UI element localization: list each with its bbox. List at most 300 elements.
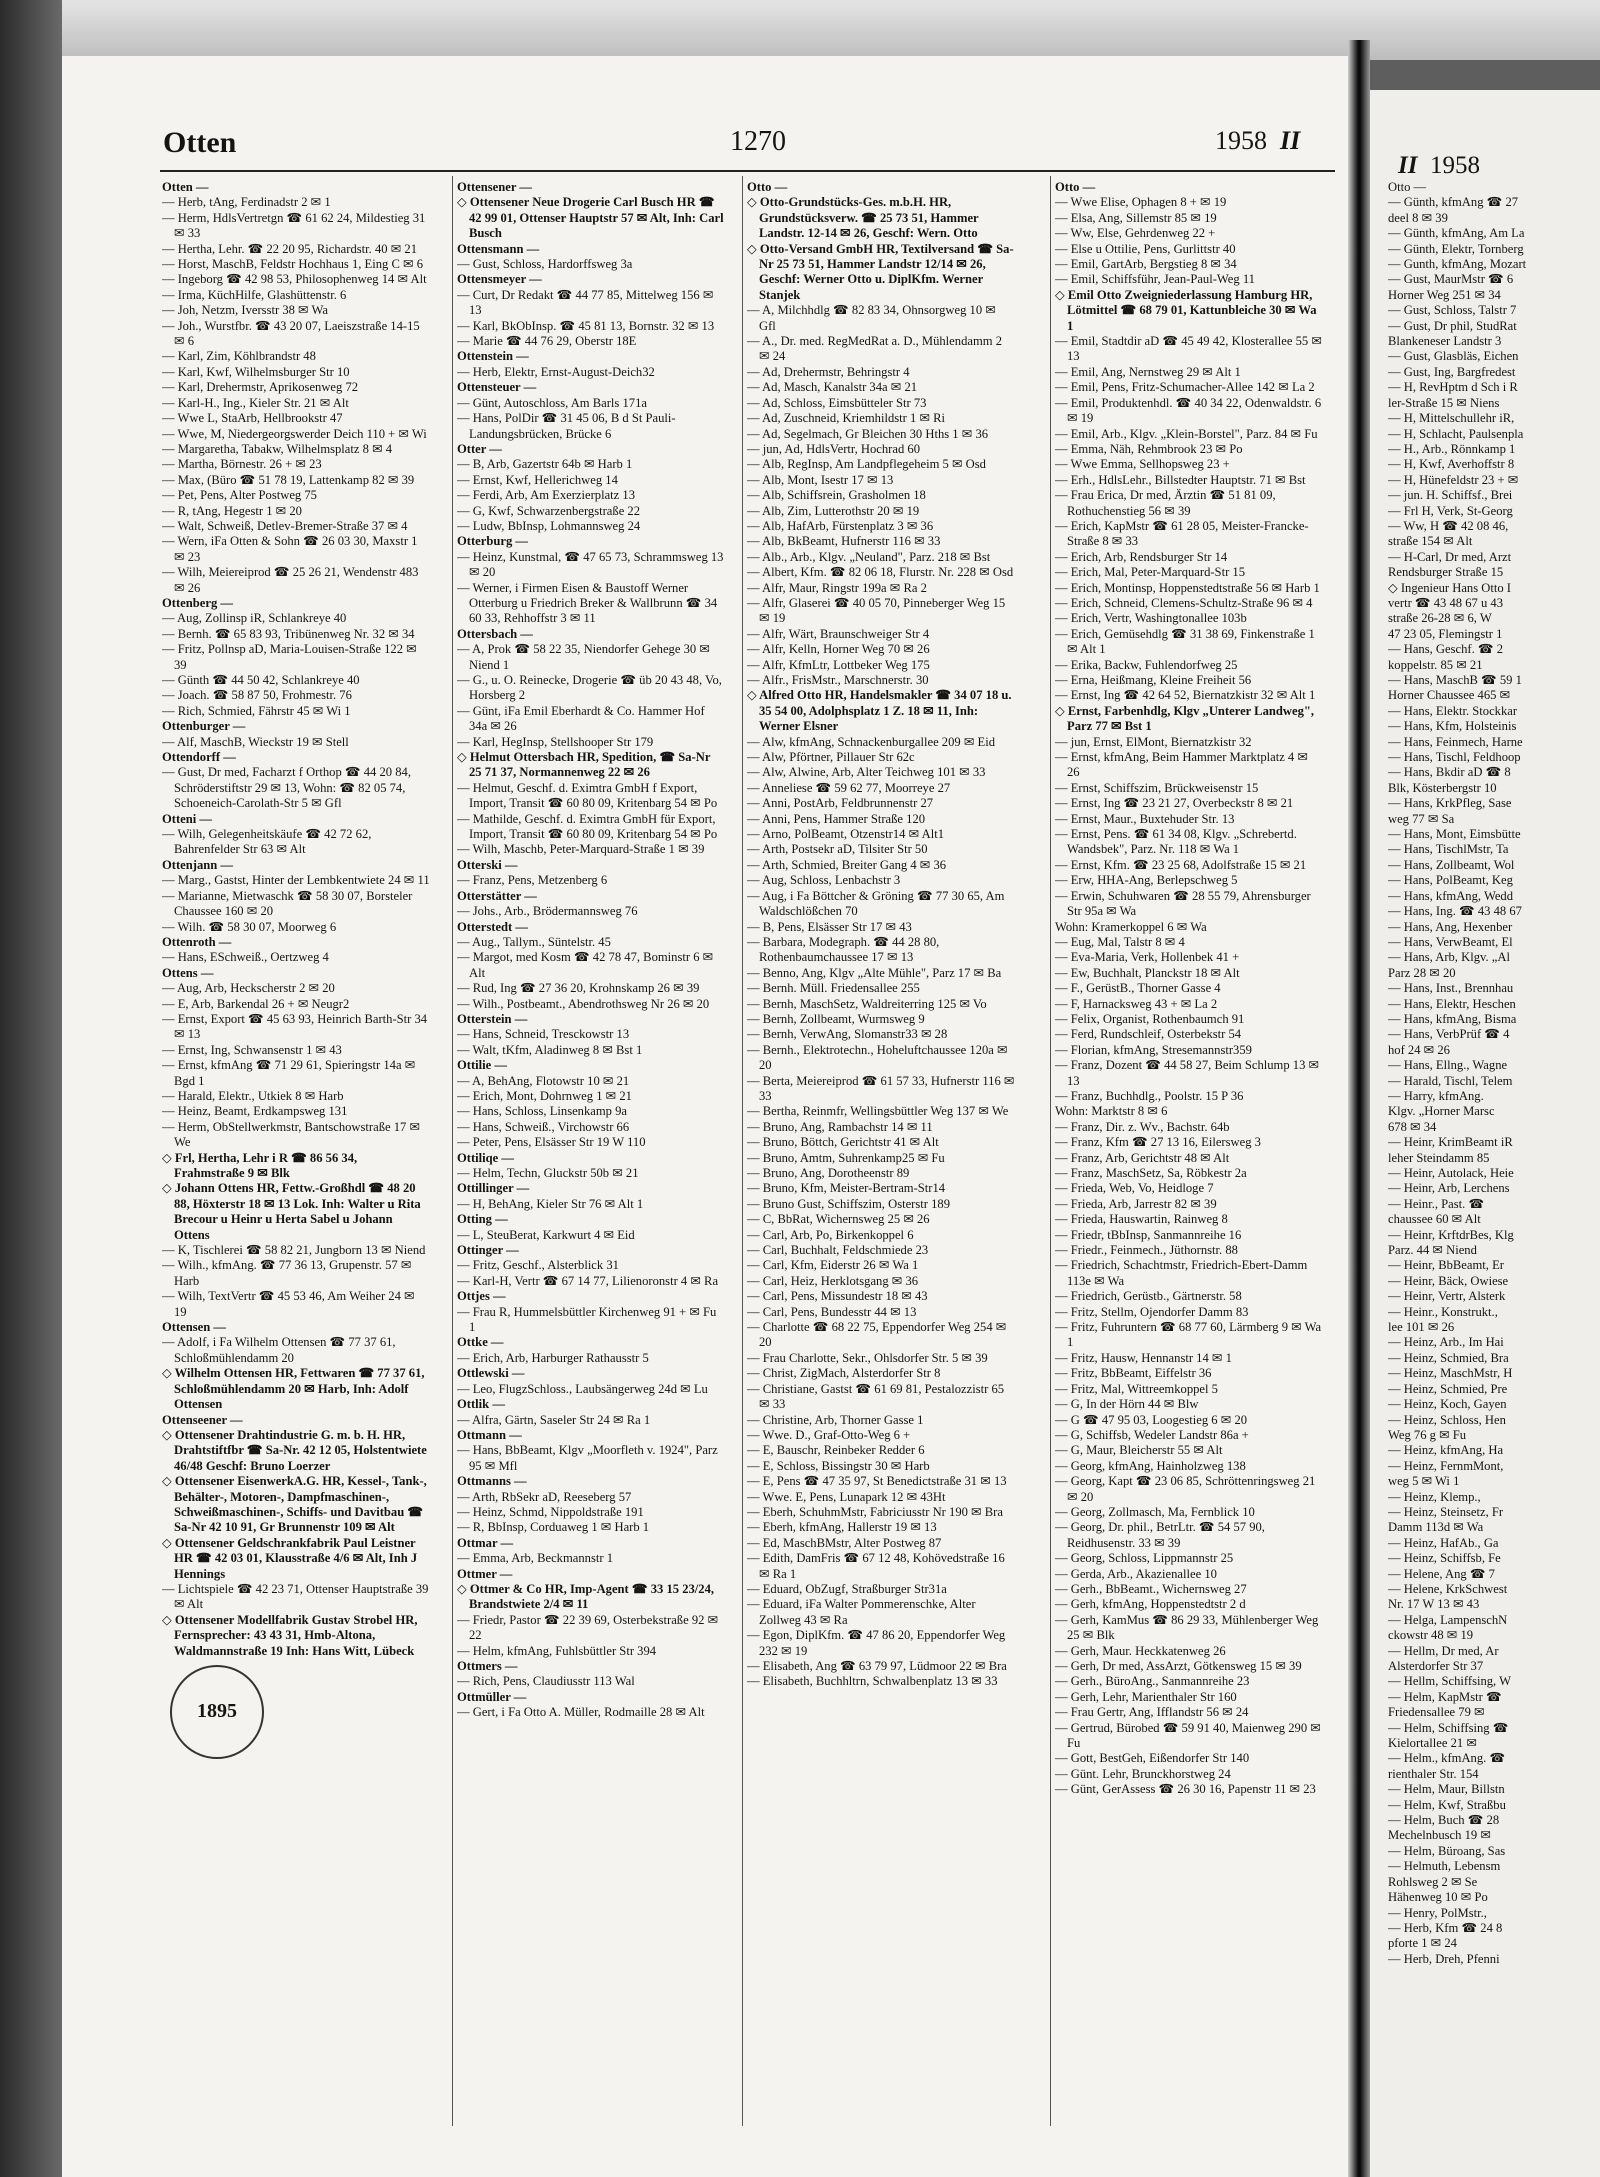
running-head-name: Otten bbox=[163, 126, 237, 159]
directory-entry: — Wilh, TextVertr ☎ 45 53 46, Am Weiher 24 ✉ 19 bbox=[162, 1289, 415, 1319]
directory-entry: — Felix, Organist, Rothenbaumch 91 bbox=[1055, 1011, 1245, 1026]
directory-entry: — Marianne, Mietwaschk ☎ 58 30 07, Borsteler Chaussee 160 ✉ 20 bbox=[162, 888, 413, 919]
facing-page-entry: — Heinr, KrimBeamt iR bbox=[1388, 1135, 1513, 1150]
directory-entry: — K, Tischlerei ☎ 58 82 21, Jungborn 13 ✉ Niend bbox=[162, 1243, 426, 1258]
directory-entry: — Bernh, MaschSetz, Waldreiterring 125 ✉ Vo bbox=[747, 996, 987, 1011]
directory-entry: — F., GerüstB., Thorner Gasse 4 bbox=[1055, 981, 1221, 996]
facing-page-entry: ler-Straße 15 ✉ Niens bbox=[1388, 395, 1500, 410]
directory-entry: — R, BbInsp, Corduaweg 1 ✉ Harb 1 bbox=[457, 1520, 650, 1535]
directory-entry: — Walt, Schweiß, Detlev-Bremer-Straße 37 ✉ 4 bbox=[162, 518, 408, 533]
directory-entry: — Hans, Schloss, Linsenkamp 9a bbox=[457, 1104, 627, 1119]
directory-entry: Ottenroth — bbox=[162, 934, 232, 949]
directory-entry: — Gerh, Maur. Heckkatenweg 26 bbox=[1055, 1643, 1226, 1658]
facing-page-entry: — Harry, kfmAng. bbox=[1388, 1088, 1484, 1103]
directory-entry: — Fritz, Hausw, Hennanstr 14 ✉ 1 bbox=[1055, 1350, 1232, 1365]
directory-entry: — R, tAng, Hegestr 1 ✉ 20 bbox=[162, 503, 302, 518]
directory-entry: — Hans, BbBeamt, Klgv „Moorfleth v. 1924", Parz 95 ✉ Mfl bbox=[457, 1443, 718, 1473]
facing-page-entry: Friedensallee 79 ✉ bbox=[1388, 1705, 1485, 1720]
directory-entry: Otto — bbox=[747, 180, 788, 194]
directory-entry: — Ernst, Schiffszim, Brückweisenstr 15 bbox=[1055, 780, 1259, 795]
directory-entry: — E, Schloss, Bissingstr 30 ✉ Harb bbox=[747, 1458, 930, 1473]
directory-entry: — Carl, Kfm, Eiderstr 26 ✉ Wa 1 bbox=[747, 1258, 919, 1273]
facing-page-entry: — Helm, Buch ☎ 28 bbox=[1388, 1813, 1500, 1828]
directory-entry: — Albert, Kfm. ☎ 82 06 18, Flurstr. Nr. 228 ✉ Osd bbox=[747, 565, 1014, 580]
directory-entry: Ottenseener — bbox=[162, 1412, 243, 1427]
directory-entry: — Emil, Ang, Nernstweg 29 ✉ Alt 1 bbox=[1055, 364, 1241, 379]
directory-entry: — Curt, Dr Redakt ☎ 44 77 85, Mittelweg 156 ✉ 13 bbox=[457, 287, 714, 318]
directory-entry: — Wwe. D., Graf-Otto-Weg 6 + bbox=[747, 1427, 911, 1442]
directory-entry: — Carl, Heiz, Herklotsgang ✉ 36 bbox=[747, 1273, 919, 1288]
directory-entry: — Gust, Dr med, Facharzt f Orthop ☎ 44 20 84, Schröderstiftstr 29 ✉ 13, Wohn: ☎ 82 05 74, Schoeneich-Carolath-Str 5 ✉ Gfl bbox=[162, 765, 411, 811]
directory-entry: — Charlotte ☎ 68 22 75, Eppendorfer Weg 254 ✉ 20 bbox=[747, 1320, 1007, 1350]
facing-page-entry: — Hans, Tischl, Feldhoop bbox=[1388, 750, 1521, 765]
directory-entry: — Karl-H., Ing., Kieler Str. 21 ✉ Alt bbox=[162, 395, 349, 410]
directory-entry: Wohn: Marktstr 8 ✉ 6 bbox=[1055, 1104, 1168, 1119]
directory-entry: — Eva-Maria, Verk, Hollenbek 41 + bbox=[1055, 950, 1240, 965]
facing-page-entry: — Hans, PolBeamt, Keg bbox=[1388, 873, 1513, 888]
directory-entry: — Ww, Else, Gehrdenweg 22 + bbox=[1055, 226, 1216, 241]
directory-entry: — Erich, Montinsp, Hoppenstedtstraße 56 ✉ Harb 1 bbox=[1055, 580, 1320, 595]
directory-entry: Ottmanns — bbox=[457, 1474, 527, 1489]
directory-entry: — Bernh, VerwAng, Slomanstr33 ✉ 28 bbox=[747, 1027, 948, 1042]
directory-entry: — Bertha, Reinmfr, Wellingsbüttler Weg 137 ✉ We bbox=[747, 1104, 1009, 1119]
header-rule bbox=[160, 170, 1335, 172]
directory-entry: Ottensen — bbox=[162, 1320, 227, 1335]
facing-page-entry: — Hans, KrkPfleg, Sase bbox=[1388, 796, 1512, 811]
directory-entry: Ottmers — bbox=[457, 1659, 518, 1673]
directory-entry: — Bernh., Elektrotechn., Hoheluftchaussee 120a ✉ 20 bbox=[747, 1042, 1008, 1073]
facing-page-entry: ◇ Ingenieur Hans Otto I bbox=[1388, 580, 1511, 595]
directory-entry: — Ferd, Rundschleif, Osterbekstr 54 bbox=[1055, 1027, 1242, 1042]
directory-entry: — Erich, Vertr, Washingtonallee 103b bbox=[1055, 611, 1247, 626]
facing-page-entry: Horner Chaussee 465 ✉ bbox=[1388, 688, 1511, 703]
facing-page-entry: — Heinz, FernmMont, bbox=[1388, 1458, 1504, 1473]
directory-entry: — Christine, Arb, Thorner Gasse 1 bbox=[747, 1412, 924, 1427]
facing-page-entry: — Helm, KapMstr ☎ bbox=[1388, 1689, 1502, 1704]
directory-entry: — A, Milchhdlg ☎ 82 83 34, Ohnsorgweg 10 ✉ Gfl bbox=[747, 303, 996, 333]
directory-entry: — Ernst, Ing ☎ 23 21 27, Overbeckstr 8 ✉ 21 bbox=[1055, 796, 1294, 811]
facing-page-entry: Parz. 44 ✉ Niend bbox=[1388, 1243, 1477, 1258]
facing-page-entry: — Helm, Maur, Billstn bbox=[1388, 1782, 1505, 1797]
directory-entry: — Frieda, Web, Vo, Heidloge 7 bbox=[1055, 1181, 1214, 1196]
directory-entry: ◇ Alfred Otto HR, Handelsmakler ☎ 34 07 18 u. 35 54 00, Adolphsplatz 1 Z. 18 ✉ 11, Inh: Werner Elsner bbox=[747, 688, 1012, 734]
running-head-year bbox=[1215, 126, 1300, 156]
directory-entry: — Ernst, kfmAng ☎ 71 29 61, Spieringstr 14a ✉ Bgd 1 bbox=[162, 1058, 416, 1088]
directory-entry: Ottensmeyer — bbox=[457, 272, 542, 287]
directory-entry: — Emil, Pens, Fritz-Schumacher-Allee 142 ✉ La 2 bbox=[1055, 380, 1315, 395]
directory-entry: — Rich, Schmied, Fährstr 45 ✉ Wi 1 bbox=[162, 703, 351, 718]
facing-page-entry: Parz 28 ✉ 20 bbox=[1388, 965, 1456, 980]
facing-page-entry: — jun. H. Schiffsf., Brei bbox=[1388, 488, 1513, 503]
facing-page-entry: rienthaler Str. 154 bbox=[1388, 1766, 1479, 1781]
facing-page-entry: — Hans, VerwBeamt, El bbox=[1388, 934, 1513, 949]
facing-page-entry: straße 26-28 ✉ 6, W bbox=[1388, 611, 1492, 626]
directory-entry: — Herm, ObStellwerkmstr, Bantschowstraße 17 ✉ We bbox=[162, 1119, 421, 1150]
facing-page-entry: — H-Carl, Dr med, Arzt bbox=[1388, 549, 1512, 564]
facing-page-entry: — Heinz, Schiffsb, Fe bbox=[1388, 1551, 1501, 1566]
directory-column-1 bbox=[162, 180, 430, 2130]
directory-entry: — Fritz, Fuhruntern ☎ 68 77 60, Lärmberg 9 ✉ Wa 1 bbox=[1055, 1320, 1322, 1350]
directory-entry: — G, Schiffsb, Wedeler Landstr 86a + bbox=[1055, 1427, 1249, 1442]
facing-page-entry: — Heinr., Past. ☎ bbox=[1388, 1196, 1485, 1211]
facing-page-entry: — Gust, Glasbläs, Eichen bbox=[1388, 349, 1519, 364]
directory-entry: — Franz, Dozent ☎ 44 58 27, Beim Schlump 13 ✉ 13 bbox=[1055, 1058, 1320, 1088]
directory-entry: Ottenburger — bbox=[162, 719, 246, 734]
directory-entry: Ottenstein — bbox=[457, 349, 529, 364]
directory-entry: — Emma, Arb, Beckmannstr 1 bbox=[457, 1551, 613, 1566]
directory-entry: — C, BbRat, Wichernsweg 25 ✉ 26 bbox=[747, 1212, 930, 1227]
facing-page-entry: — Hans, Geschf. ☎ 2 bbox=[1388, 642, 1504, 657]
directory-entry: — Franz, Pens, Metzenberg 6 bbox=[457, 873, 608, 888]
directory-entry: — Johs., Arb., Brödermannsweg 76 bbox=[457, 904, 638, 919]
directory-entry: — Christ, ZigMach, Alsterdorfer Str 8 bbox=[747, 1366, 941, 1381]
directory-entry: — Georg, kfmAng, Hainholzweg 138 bbox=[1055, 1458, 1246, 1473]
book-gutter bbox=[1348, 40, 1370, 2177]
facing-page-entry: Horner Weg 251 ✉ 34 bbox=[1388, 287, 1501, 302]
directory-entry: — Frau Gertr, Ang, Ifflandstr 56 ✉ 24 bbox=[1055, 1705, 1249, 1720]
directory-entry: — Ad, Schloss, Eimsbütteler Str 73 bbox=[747, 395, 927, 410]
directory-column-4 bbox=[1055, 180, 1323, 2130]
directory-entry: — Erh., HdlsLehr., Billstedter Hauptstr. 71 ✉ Bst bbox=[1055, 472, 1306, 487]
directory-entry: — Friedr., Feinmech., Jüthornstr. 88 bbox=[1055, 1243, 1238, 1258]
directory-entry: Otterstedt — bbox=[457, 919, 528, 934]
facing-page-entry: deel 8 ✉ 39 bbox=[1388, 210, 1448, 225]
directory-entry: — Alfr, Kelln, Horner Weg 70 ✉ 26 bbox=[747, 642, 930, 657]
directory-entry: — Gerh, Lehr, Marienthaler Str 160 bbox=[1055, 1689, 1237, 1704]
directory-entry: — Gerh, kfmAng, Hoppenstedtstr 2 d bbox=[1055, 1597, 1246, 1612]
directory-entry: ◇ Ernst, Farbenhdlg, Klgv „Unterer Landweg", Parz 77 ✉ Bst 1 bbox=[1055, 703, 1315, 734]
directory-entry: — Bruno Gust, Schiffszim, Osterstr 189 bbox=[747, 1196, 951, 1211]
directory-entry: — Joh., Wurstfbr. ☎ 43 20 07, Laeiszstraße 14-15 ✉ 6 bbox=[162, 318, 420, 349]
directory-entry: — Elisabeth, Ang ☎ 63 79 97, Lüdmoor 22 ✉ Bra bbox=[747, 1659, 1007, 1673]
directory-entry: — Ew, Buchhalt, Planckstr 18 ✉ Alt bbox=[1055, 965, 1240, 980]
directory-entry: ◇ Emil Otto Zweigniederlassung Hamburg HR, Lötmittel ☎ 68 79 01, Kattunbleiche 30 ✉ Wa 1 bbox=[1055, 287, 1317, 333]
directory-entry: — Alb, Mont, Isestr 17 ✉ 13 bbox=[747, 472, 894, 487]
directory-entry: Ottmer — bbox=[457, 1566, 513, 1581]
directory-entry: — Irma, KüchHilfe, Glashüttenstr. 6 bbox=[162, 287, 347, 302]
directory-entry: — Margaretha, Tabakw, Wilhelmsplatz 8 ✉ 4 bbox=[162, 441, 393, 456]
directory-entry: — E, Pens ☎ 47 35 97, St Benedictstraße 31 ✉ 13 bbox=[747, 1474, 1007, 1489]
directory-entry: Otterstein — bbox=[457, 1011, 528, 1026]
directory-entry: — A, Prok ☎ 58 22 35, Niendorfer Gehege 30 ✉ Niend 1 bbox=[457, 642, 710, 672]
facing-page-entry: — Heinz, HafAb., Ga bbox=[1388, 1535, 1499, 1550]
directory-entry: — Fritz, Geschf., Alsterblick 31 bbox=[457, 1258, 619, 1273]
scan-background-left bbox=[0, 0, 62, 2177]
facing-page-entry: — H, Mittelschullehr iR, bbox=[1388, 411, 1515, 426]
directory-entry: Otten — bbox=[162, 180, 209, 194]
directory-entry: — Alw, Pförtner, Pillauer Str 62c bbox=[747, 750, 915, 765]
directory-entry: — Erika, Backw, Fuhlendorfweg 25 bbox=[1055, 657, 1238, 672]
directory-entry: — Fritz, Pollnsp aD, Maria-Louisen-Straße 122 ✉ 39 bbox=[162, 642, 417, 672]
facing-page-entry: hof 24 ✉ 26 bbox=[1388, 1042, 1450, 1057]
directory-entry: — Bruno, Kfm, Meister-Bertram-Str14 bbox=[747, 1181, 946, 1196]
directory-entry: — Georg, Schloss, Lippmannstr 25 bbox=[1055, 1551, 1234, 1566]
directory-entry: — Emma, Näh, Rehmbrook 23 ✉ Po bbox=[1055, 441, 1243, 456]
facing-page-entry: pforte 1 ✉ 24 bbox=[1388, 1936, 1457, 1951]
facing-page-entry: Weg 76 g ✉ Fu bbox=[1388, 1427, 1467, 1442]
directory-entry: — Erich, Arb, Harburger Rathausstr 5 bbox=[457, 1350, 649, 1365]
facing-page-entry: — Helm, Schiffsing ☎ bbox=[1388, 1720, 1509, 1735]
directory-entry: — Frieda, Hauswartin, Rainweg 8 bbox=[1055, 1212, 1228, 1227]
directory-entry: — Alfr, KfmLtr, Lottbeker Weg 175 bbox=[747, 657, 930, 672]
facing-page-entry: — Helene, Ang ☎ 7 bbox=[1388, 1566, 1495, 1581]
directory-entry: Ottmann — bbox=[457, 1427, 522, 1442]
facing-page-column bbox=[1388, 180, 1600, 1967]
facing-page-entry: — H., Arb., Rönnkamp 1 bbox=[1388, 441, 1516, 456]
directory-entry: — Ad, Zuschneid, Kriemhildstr 1 ✉ Ri bbox=[747, 411, 946, 426]
directory-entry: — Fritz, Stellm, Ojendorfer Damm 83 bbox=[1055, 1304, 1249, 1319]
facing-page-entry: — Hellm, Schiffsing, W bbox=[1388, 1674, 1512, 1689]
facing-page-entry: — Hans, TischlMstr, Ta bbox=[1388, 842, 1509, 857]
facing-page-entry: — Hans, Bkdir aD ☎ 8 bbox=[1388, 765, 1511, 780]
directory-entry: — B, Pens, Elsässer Str 17 ✉ 43 bbox=[747, 919, 912, 934]
directory-entry: — Rich, Pens, Claudiusstr 113 Wal bbox=[457, 1674, 635, 1689]
directory-entry: — Carl, Arb, Po, Birkenkoppel 6 bbox=[747, 1227, 914, 1242]
directory-entry: ◇ Helmut Ottersbach HR, Spedition, ☎ Sa-Nr 25 71 37, Normannenweg 22 ✉ 26 bbox=[457, 750, 711, 780]
directory-entry: — B, Arb, Gazertstr 64b ✉ Harb 1 bbox=[457, 457, 633, 472]
directory-entry: — Gerda, Arb., Akazienallee 10 bbox=[1055, 1566, 1217, 1581]
directory-entry: — Helm, kfmAng, Fuhlsbüttler Str 394 bbox=[457, 1643, 657, 1658]
facing-page-entry: lee 101 ✉ 26 bbox=[1388, 1320, 1455, 1335]
directory-entry: — Egon, DiplKfm. ☎ 47 86 20, Eppendorfer Weg 232 ✉ 19 bbox=[747, 1628, 1006, 1658]
directory-entry: — Alf, MaschB, Wieckstr 19 ✉ Stell bbox=[162, 734, 349, 749]
directory-entry: — Emil, Produktenhdl. ☎ 40 34 22, Odenwaldstr. 6 ✉ 19 bbox=[1055, 395, 1322, 426]
facing-page bbox=[1370, 90, 1600, 2177]
facing-page-entry: Alsterdorfer Str 37 bbox=[1388, 1659, 1484, 1673]
directory-entry: — Hans, ESchweiß., Oertzweg 4 bbox=[162, 950, 329, 965]
directory-entry: — Gerh., BbBeamt., Wichernsweg 27 bbox=[1055, 1581, 1247, 1596]
directory-entry: — Anneliese ☎ 59 62 77, Moorreye 27 bbox=[747, 780, 951, 795]
page-number: 1270 bbox=[730, 126, 786, 157]
facing-page-entry: — Heinr, Arb, Lerchens bbox=[1388, 1181, 1510, 1196]
directory-entry: — Ludw, BbInsp, Lohmannsweg 24 bbox=[457, 518, 641, 533]
directory-entry: — Mathilde, Geschf. d. Eximtra GmbH für Export, Import, Transit ☎ 60 80 09, Kritenbarg 54 ✉ Po bbox=[457, 811, 718, 842]
directory-entry: — Alb, BkBeamt, Hufnerstr 116 ✉ 33 bbox=[747, 534, 941, 549]
facing-page-entry: — H, RevHptm d Sch i R bbox=[1388, 380, 1518, 395]
directory-entry: — A, BehAng, Flotowstr 10 ✉ 21 bbox=[457, 1073, 630, 1088]
directory-entry: — Wern, iFa Otten & Sohn ☎ 26 03 30, Maxstr 1 ✉ 23 bbox=[162, 534, 418, 564]
directory-entry: — Eduard, ObZugf, Straßburger Str31a bbox=[747, 1581, 947, 1596]
directory-entry: — Arno, PolBeamt, Otzenstr14 ✉ Alt1 bbox=[747, 827, 944, 842]
directory-entry: — Max, (Büro ☎ 51 78 19, Lattenkamp 82 ✉ 39 bbox=[162, 472, 415, 487]
directory-entry: — Ernst, Kfm. ☎ 23 25 68, Adolfstraße 15 ✉ 21 bbox=[1055, 857, 1307, 872]
directory-entry: — Ernst, Export ☎ 45 63 93, Heinrich Barth-Str 34 ✉ 13 bbox=[162, 1011, 428, 1042]
directory-entry: — Wilh., Postbeamt., Abendrothsweg Nr 26 ✉ 20 bbox=[457, 996, 710, 1011]
directory-entry: Ottensteuer — bbox=[457, 380, 537, 395]
facing-page-entry: — Heinz, Schmied, Pre bbox=[1388, 1381, 1508, 1396]
directory-entry: — Gerh., BüroAng., Sanmannreihe 23 bbox=[1055, 1674, 1250, 1689]
facing-page-entry: — H, Hünefeldstr 23 + ✉ bbox=[1388, 472, 1519, 487]
directory-entry: — Heinz, Beamt, Erdkampsweg 131 bbox=[162, 1104, 348, 1119]
directory-entry: — Bruno, Ang, Rambachstr 14 ✉ 11 bbox=[747, 1119, 933, 1134]
directory-entry: — Frau Charlotte, Sekr., Ohlsdorfer Str. 5 ✉ 39 bbox=[747, 1350, 988, 1365]
directory-entry: — Friedrich, Gerüstb., Gärtnerstr. 58 bbox=[1055, 1289, 1242, 1304]
directory-entry: — Karl, Zim, Köhlbrandstr 48 bbox=[162, 349, 316, 364]
directory-entry: — E, Bauschr, Reinbeker Redder 6 bbox=[747, 1443, 925, 1458]
directory-entry: — Bruno, Ang, Dorotheenstr 89 bbox=[747, 1166, 910, 1180]
directory-entry: — Ernst, Pens. ☎ 61 34 08, Klgv. „Schrebertd. Wandsbek", Parz. Nr. 118 ✉ Wa 1 bbox=[1055, 827, 1297, 857]
facing-page-entry: Hähenweg 10 ✉ Po bbox=[1388, 1890, 1488, 1905]
facing-page-entry: — Hans, VerbPrüf ☎ 4 bbox=[1388, 1027, 1510, 1042]
facing-page-entry: — Helga, LampenschN bbox=[1388, 1612, 1508, 1627]
directory-entry: — Georg, Kapt ☎ 23 06 85, Schröttenringsweg 21 ✉ 20 bbox=[1055, 1474, 1316, 1504]
directory-entry: Ottke — bbox=[457, 1335, 504, 1350]
facing-page-entry: — Helm, Kwf, Straßbu bbox=[1388, 1797, 1506, 1812]
directory-entry: — Ernst, Ing, Schwansenstr 1 ✉ 43 bbox=[162, 1042, 342, 1057]
facing-page-entry: Blankeneser Landstr 3 bbox=[1388, 334, 1502, 349]
directory-entry: Ottenjann — bbox=[162, 857, 234, 872]
facing-page-entry: — H, Kwf, Averhoffstr 8 bbox=[1388, 457, 1515, 472]
directory-entry: Ottendorff — bbox=[162, 750, 236, 765]
year: 1958 bbox=[1215, 126, 1267, 155]
directory-entry: — Erich, Schneid, Clemens-Schultz-Straße 96 ✉ 4 bbox=[1055, 595, 1313, 610]
directory-entry: — Ernst, Maur., Buxtehuder Str. 13 bbox=[1055, 811, 1235, 826]
facing-page-entry: — Heinz, Klemp., bbox=[1388, 1489, 1481, 1504]
directory-entry: — Peter, Pens, Elsässer Str 19 W 110 bbox=[457, 1135, 646, 1150]
directory-entry: — Heinz, Kunstmal, ☎ 47 65 73, Schrammsweg 13 ✉ 20 bbox=[457, 549, 724, 580]
directory-entry: — Marg., Gastst, Hinter der Lembkentwiete 24 ✉ 11 bbox=[162, 873, 430, 888]
directory-entry: — Alfr, Glaserei ☎ 40 05 70, Pinneberger Weg 15 ✉ 19 bbox=[747, 595, 1006, 626]
directory-entry: — G, In der Hörn 44 ✉ Blw bbox=[1055, 1397, 1199, 1412]
directory-entry: — Herb, Elektr, Ernst-August-Deich32 bbox=[457, 364, 655, 379]
facing-page-entry: koppelstr. 85 ✉ 21 bbox=[1388, 657, 1483, 672]
directory-entry: — Aug, Zollinsp iR, Schlankreye 40 bbox=[162, 611, 347, 626]
directory-entry: — Aug., Tallym., Süntelstr. 45 bbox=[457, 934, 611, 949]
facing-page-entry: — Hans, Zollbeamt, Wol bbox=[1388, 857, 1515, 872]
facing-page-entry: — Hans, Mont, Eimsbütte bbox=[1388, 827, 1521, 842]
column-divider bbox=[742, 176, 743, 2126]
directory-column-3 bbox=[747, 180, 1015, 2130]
directory-entry: — Bruno, Böttch, Gerichtstr 41 ✉ Alt bbox=[747, 1135, 939, 1150]
facing-page-entry: — Heinz, Schmied, Bra bbox=[1388, 1350, 1509, 1365]
directory-entry: ◇ Wilhelm Ottensen HR, Fettwaren ☎ 77 37 61, Schloßmühlendamm 20 ✉ Harb, Inh: Adolf Ottensen bbox=[162, 1366, 425, 1412]
directory-entry: — Gott, BestGeh, Eißendorfer Str 140 bbox=[1055, 1751, 1250, 1766]
directory-entry: ◇ Otto-Versand GmbH HR, Textilversand ☎ Sa-Nr 25 73 51, Hammer Landstr 12/14 ✉ 26, Geschf: Werner Otto u. DiplKfm. Werner Stanjek bbox=[747, 241, 1014, 302]
directory-entry: — Leo, FlugzSchloss., Laubsängerweg 24d ✉ Lu bbox=[457, 1381, 708, 1396]
directory-entry: — Werner, i Firmen Eisen & Baustoff Werner Otterburg u Friedrich Breker & Wallbrunn ☎ 34 60 33, Rehhoffstr 3 ✉ 11 bbox=[457, 580, 718, 626]
directory-entry: — Erich, Gemüsehdlg ☎ 31 38 69, Finkenstraße 1 ✉ Alt 1 bbox=[1055, 626, 1315, 657]
directory-entry: — Herb, tAng, Ferdinadstr 2 ✉ 1 bbox=[162, 195, 331, 210]
directory-entry: — Bernh, Zollbeamt, Wurmsweg 9 bbox=[747, 1011, 925, 1026]
directory-entry: — Anni, Pens, Hammer Straße 120 bbox=[747, 811, 926, 826]
directory-entry: — Frieda, Arb, Jarrestr 82 ✉ 39 bbox=[1055, 1196, 1217, 1211]
directory-entry: — Carl, Pens, Bundesstr 44 ✉ 13 bbox=[747, 1304, 917, 1319]
directory-entry: ◇ Ottensener Modellfabrik Gustav Strobel HR, Fernsprecher: 43 43 31, Hmb-Altona, Waldmannstraße 19 Inh: Hans Witt, Lübeck bbox=[162, 1612, 418, 1658]
directory-entry: — Emil, Schiffsführ, Jean-Paul-Weg 11 bbox=[1055, 272, 1255, 287]
facing-page-entry: — Gust, Schloss, Talstr 7 bbox=[1388, 303, 1517, 318]
directory-entry: — Christiane, Gastst ☎ 61 69 81, Pestalozzistr 65 ✉ 33 bbox=[747, 1381, 1005, 1412]
facing-page-entry: vertr ☎ 43 48 67 u 43 bbox=[1388, 595, 1504, 610]
directory-entry: Otteni — bbox=[162, 811, 213, 826]
facing-page-entry: — Helene, KrkSchwest bbox=[1388, 1581, 1508, 1596]
facing-page-entry: — Helmuth, Lebensm bbox=[1388, 1859, 1501, 1874]
directory-entry: — Ernst, Ing ☎ 42 64 52, Biernatzkistr 32 ✉ Alt 1 bbox=[1055, 688, 1316, 703]
directory-entry: — jun, Ernst, ElMont, Biernatzkistr 32 bbox=[1055, 734, 1252, 749]
directory-entry: — Helm, Techn, Gluckstr 50b ✉ 21 bbox=[457, 1166, 639, 1180]
directory-entry: — Günt, Autoschloss, Am Barls 171a bbox=[457, 395, 647, 410]
facing-page-entry: weg 5 ✉ Wi 1 bbox=[1388, 1474, 1460, 1489]
directory-entry: Ottersbach — bbox=[457, 626, 533, 641]
directory-entry: — Carl, Buchhalt, Feldschmiede 23 bbox=[747, 1243, 929, 1258]
directory-entry: — Georg, Dr. phil., BetrLtr. ☎ 54 57 90, Reidhusenstr. 33 ✉ 39 bbox=[1055, 1520, 1265, 1550]
directory-entry: — Florian, kfmAng, Stresemannstr359 bbox=[1055, 1042, 1252, 1057]
directory-entry: ◇ Frl, Hertha, Lehr i R ☎ 86 56 34, Frahmstraße 9 ✉ Blk bbox=[162, 1150, 358, 1180]
facing-page-entry: — Helm., kfmAng. ☎ bbox=[1388, 1751, 1506, 1766]
directory-entry: — Wilh, Gelegenheitskäufe ☎ 42 72 62, Bahrenfelder Str 63 ✉ Alt bbox=[162, 827, 372, 857]
directory-entry: — Hans, Schneid, Tresckowstr 13 bbox=[457, 1027, 630, 1042]
directory-entry: — Ad, Segelmach, Gr Bleichen 30 Hths 1 ✉ 36 bbox=[747, 426, 989, 441]
directory-entry: — Eberh, SchuhmMstr, Fabriciusstr Nr 190 ✉ Bra bbox=[747, 1504, 1003, 1519]
directory-entry: — Alfra, Gärtn, Saseler Str 24 ✉ Ra 1 bbox=[457, 1412, 651, 1427]
directory-entry: — Günt, iFa Emil Eberhardt & Co. Hammer Hof 34a ✉ 26 bbox=[457, 703, 705, 734]
directory-entry: — Alfr, Maur, Ringstr 199a ✉ Ra 2 bbox=[747, 580, 927, 595]
facing-page-entry: 47 23 05, Flemingstr 1 bbox=[1388, 626, 1503, 641]
directory-entry: — Friedr, Pastor ☎ 22 39 69, Osterbekstraße 92 ✉ 22 bbox=[457, 1612, 719, 1643]
directory-entry: — Alb., Arb., Klgv. „Neuland", Parz. 218 ✉ Bst bbox=[747, 549, 991, 564]
facing-page-entry: — Hans, Inst., Brennhau bbox=[1388, 981, 1514, 996]
facing-page-entry: — Heinr, BbBeamt, Er bbox=[1388, 1258, 1504, 1273]
facing-page-entry: — Gunth, kfmAng, Mozart bbox=[1388, 257, 1527, 272]
directory-entry: ◇ Otto-Grundstücks-Ges. m.b.H. HR, Grundstücksverw. ☎ 25 73 51, Hammer Landstr. 12-14 ✉ 26, Geschf: Wern. Otto bbox=[747, 195, 979, 241]
facing-page-header bbox=[1398, 152, 1480, 180]
directory-entry: — Aug, Schloss, Lenbachstr 3 bbox=[747, 873, 901, 888]
directory-entry: Otterstätter — bbox=[457, 888, 537, 903]
facing-page-entry: — Harald, Tischl, Telem bbox=[1388, 1073, 1513, 1088]
directory-entry: — Karl, BkObInsp. ☎ 45 81 13, Bornstr. 32 ✉ 13 bbox=[457, 318, 715, 333]
directory-entry: — Hans, PolDir ☎ 31 45 06, B d St Pauli-Landungsbrücken, Brücke 6 bbox=[457, 411, 676, 441]
directory-entry: — Erich, Arb, Rendsburger Str 14 bbox=[1055, 549, 1228, 564]
directory-entry: — F, Harnacksweg 43 + ✉ La 2 bbox=[1055, 996, 1218, 1011]
directory-entry: — Karl, HegInsp, Stellshooper Str 179 bbox=[457, 734, 654, 749]
facing-page-entry: 678 ✉ 34 bbox=[1388, 1119, 1437, 1134]
facing-page-entry: — Gust, MaurMstr ☎ 6 bbox=[1388, 272, 1514, 287]
directory-entry: — Walt, tKfm, Aladinweg 8 ✉ Bst 1 bbox=[457, 1042, 643, 1057]
directory-entry: — Eug, Mal, Talstr 8 ✉ 4 bbox=[1055, 934, 1185, 949]
directory-entry: — Alb, HafArb, Fürstenplatz 3 ✉ 36 bbox=[747, 518, 934, 533]
directory-entry: — G, Maur, Bleicherstr 55 ✉ Alt bbox=[1055, 1443, 1223, 1458]
directory-entry: — Frau R, Hummelsbüttler Kirchenweg 91 + ✉ Fu 1 bbox=[457, 1304, 717, 1335]
directory-column-2 bbox=[457, 180, 725, 2130]
directory-entry: — Alfr., FrisMstr., Marschnerstr. 30 bbox=[747, 673, 929, 687]
facing-page-entry: — Ww, H ☎ 42 08 46, bbox=[1388, 518, 1509, 533]
directory-entry: — Fritz, BbBeamt, Eiffelstr 36 bbox=[1055, 1366, 1212, 1381]
directory-entry: ◇ Ottmer & Co HR, Imp-Agent ☎ 33 15 23/24, Brandstwiete 2/4 ✉ 11 bbox=[457, 1581, 715, 1612]
facing-page-entry: — Heinr, KrftdrBes, Klg bbox=[1388, 1227, 1514, 1242]
directory-entry: — Gerh, Dr med, AssArzt, Götkensweg 15 ✉ 39 bbox=[1055, 1659, 1302, 1673]
facing-page-entry: — Heinr, Bäck, Owiese bbox=[1388, 1273, 1509, 1288]
facing-page-entry: — Heinr, Autolack, Heie bbox=[1388, 1166, 1514, 1180]
directory-entry: — H, BehAng, Kieler Str 76 ✉ Alt 1 bbox=[457, 1196, 644, 1211]
directory-entry: — Alw, kfmAng, Schnackenburgallee 209 ✉ Eid bbox=[747, 734, 996, 749]
directory-entry: — Ernst, kfmAng, Beim Hammer Marktplatz 4 ✉ 26 bbox=[1055, 750, 1308, 780]
facing-page-entry: — Heinz, kfmAng, Ha bbox=[1388, 1443, 1504, 1458]
facing-page-entry: — Herb, Kfm ☎ 24 8 bbox=[1388, 1920, 1503, 1935]
facing-page-entry: — Hans, MaschB ☎ 59 1 bbox=[1388, 673, 1522, 687]
directory-entry: — Alb, RegInsp, Am Landpflegeheim 5 ✉ Osd bbox=[747, 457, 986, 472]
directory-entry: — Franz, MaschSetz, Sa, Röbkestr 2a bbox=[1055, 1166, 1247, 1180]
facing-page-entry: — Frl H, Verk, St-Georg bbox=[1388, 503, 1513, 518]
directory-entry: — Günt, GerAssess ☎ 26 30 16, Papenstr 11 ✉ 23 bbox=[1055, 1782, 1316, 1797]
directory-entry: — Ingeborg ☎ 42 98 53, Philosophenweg 14 ✉ Alt bbox=[162, 272, 427, 287]
directory-entry: Ottens — bbox=[162, 965, 214, 980]
column-divider bbox=[1050, 176, 1051, 2126]
directory-entry: — Wwe Emma, Sellhopsweg 23 + bbox=[1055, 457, 1230, 472]
facing-page-entry: — Hans, Ellng., Wagne bbox=[1388, 1058, 1508, 1073]
directory-entry: — Ferdi, Arb, Am Exerzierplatz 13 bbox=[457, 488, 636, 503]
facing-page-entry: ckowstr 48 ✉ 19 bbox=[1388, 1628, 1474, 1643]
directory-entry: Ottlik — bbox=[457, 1397, 505, 1412]
directory-entry: — Wwe L, StaArb, Hellbrookstr 47 bbox=[162, 411, 343, 426]
